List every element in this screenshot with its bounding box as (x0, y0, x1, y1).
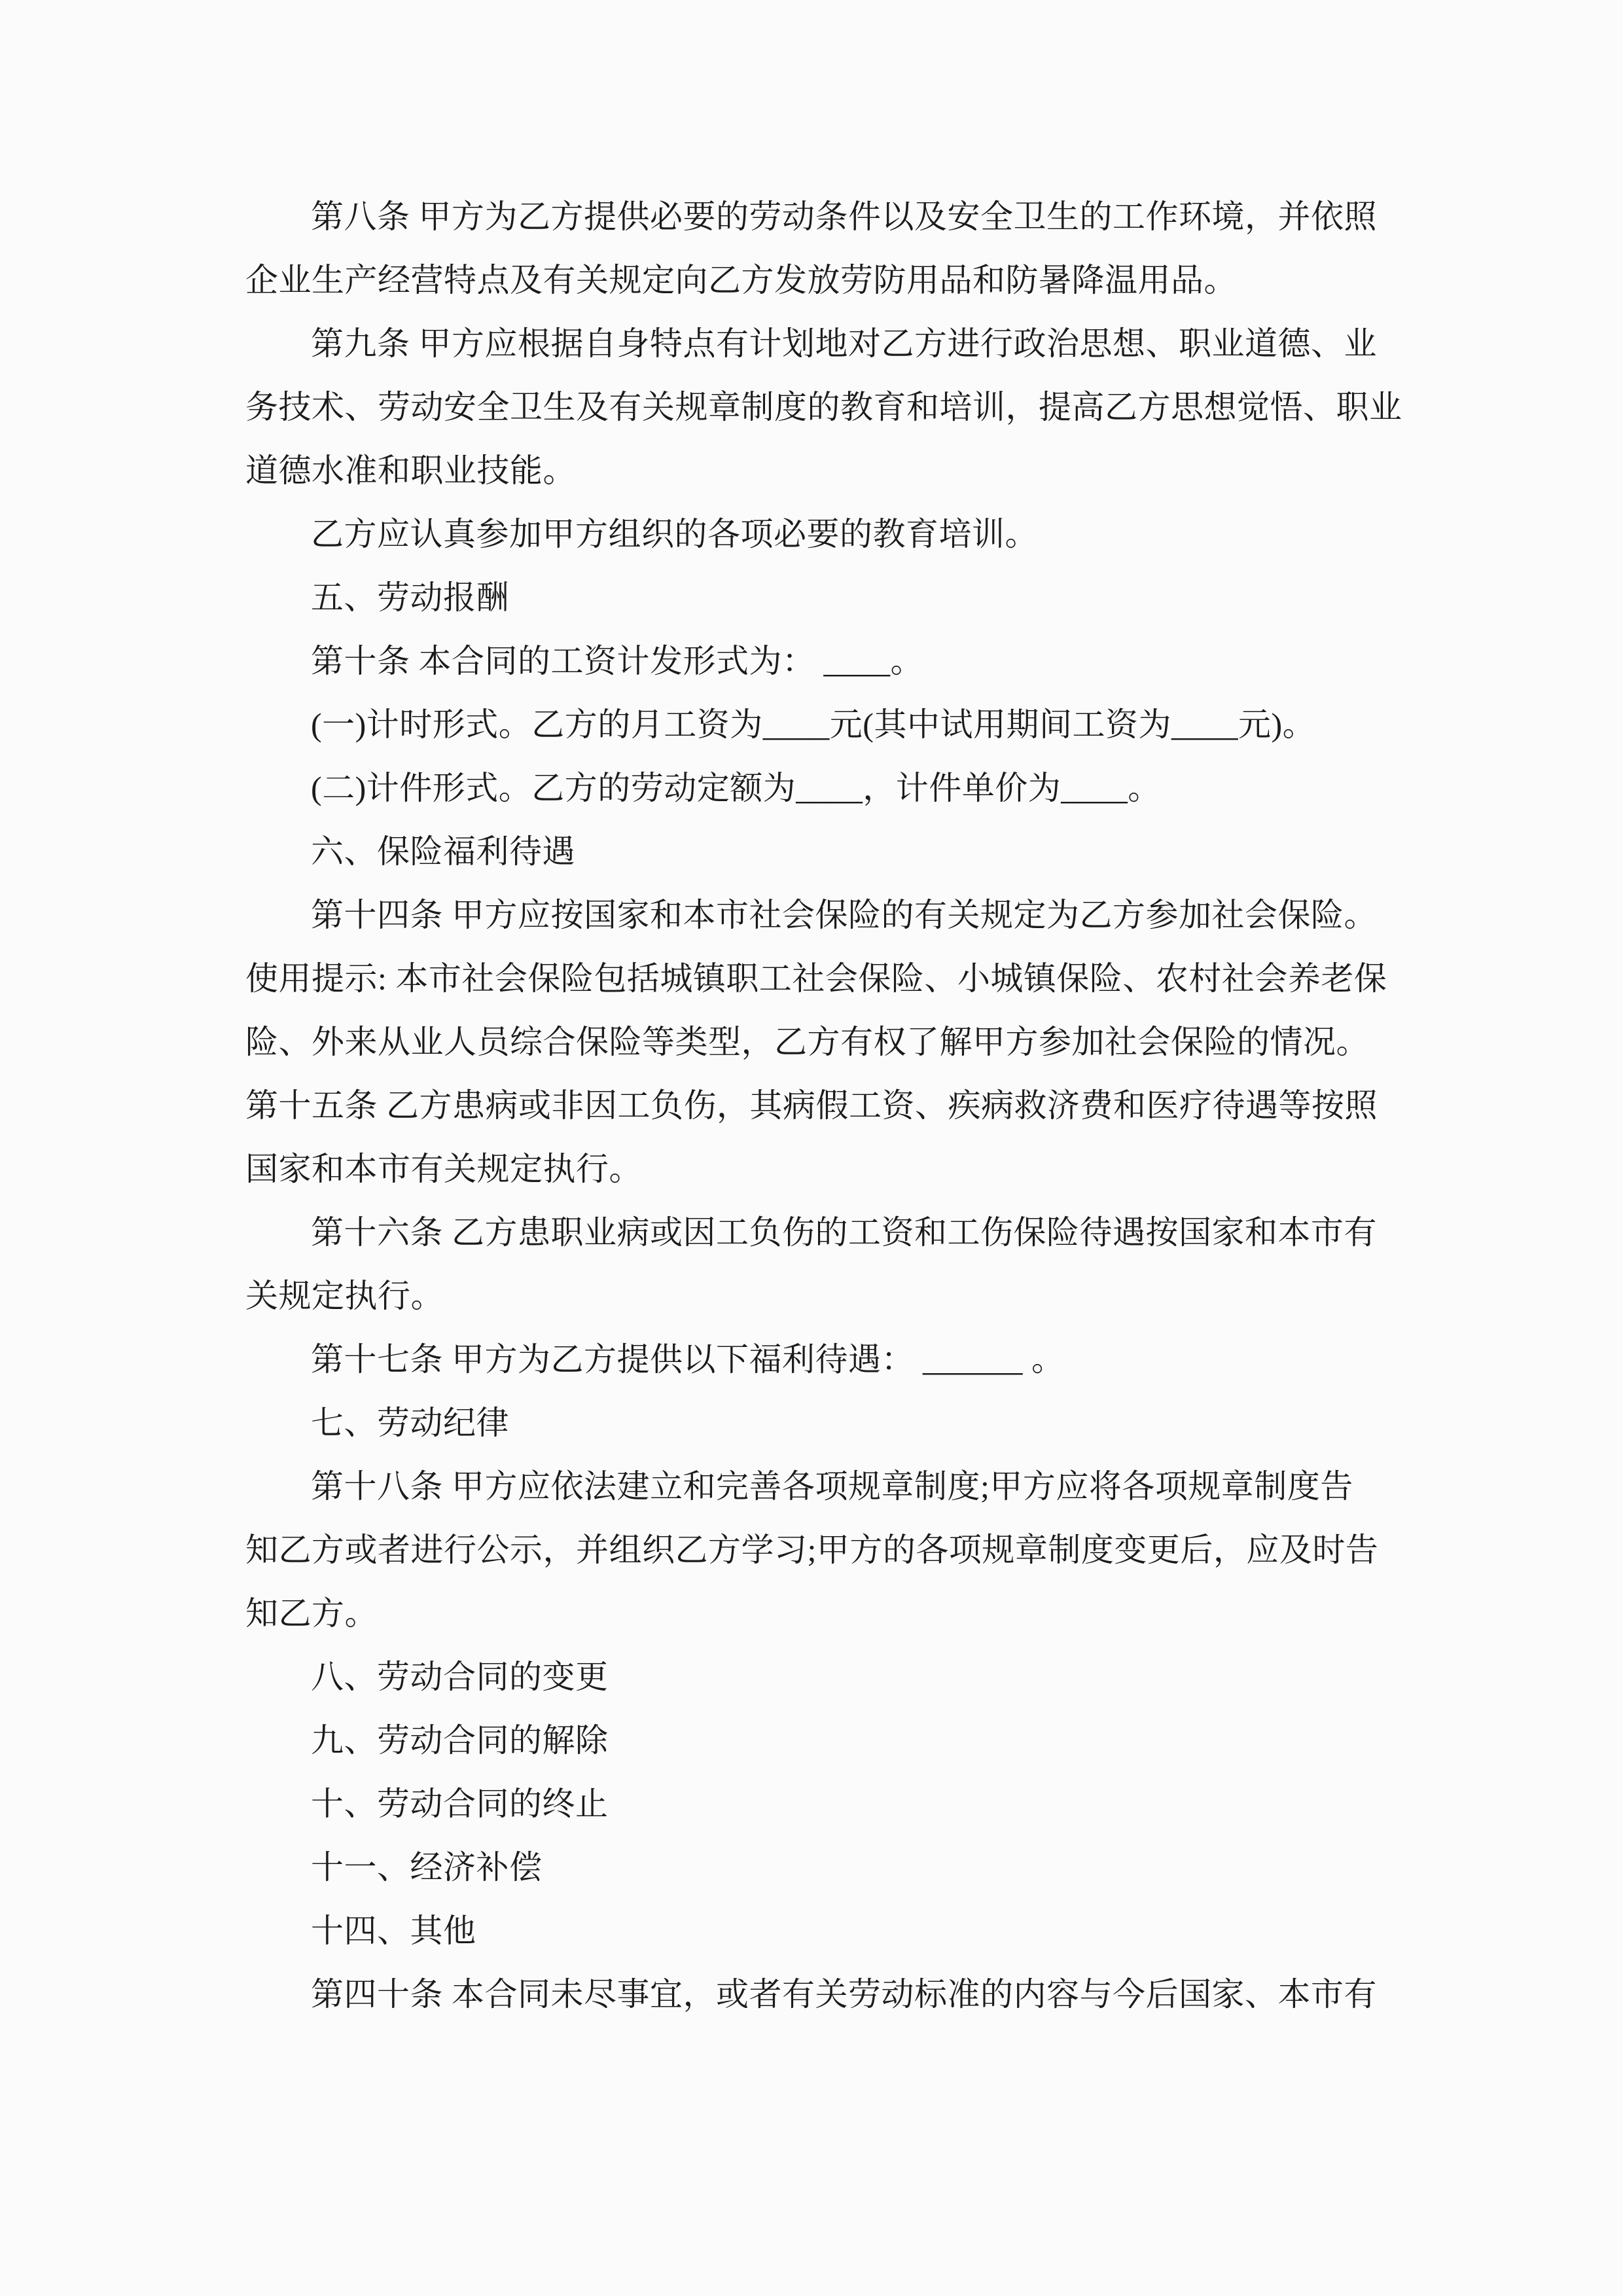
contract-line-22: 知乙方或者进行公示，并组织乙方学习;甲方的各项规章制度变更后，应及时告 (245, 1532, 1379, 1568)
contract-line-25: 九、劳动合同的解除 (311, 1722, 609, 1759)
contract-line-8: 第十条 本合同的工资计发形式为： ____。 (311, 643, 923, 679)
contract-line-23: 知乙方。 (245, 1595, 378, 1632)
contract-line-7: 五、劳动报酬 (311, 579, 509, 616)
contract-line-13: 使用提示: 本市社会保险包括城镇职工社会保险、小城镇保险、农村社会养老保 (245, 960, 1387, 997)
contract-line-21: 第十八条 甲方应依法建立和完善各项规章制度;甲方应将各项规章制度告 (311, 1468, 1353, 1505)
contract-line-15: 第十五条 乙方患病或非因工负伤，其病假工资、疾病救济费和医疗待遇等按照 (245, 1087, 1378, 1124)
contract-line-5: 道德水准和职业技能。 (245, 452, 576, 489)
contract-line-4: 务技术、劳动安全卫生及有关规章制度的教育和培训，提高乙方思想觉悟、职业 (245, 389, 1402, 425)
contract-line-12: 第十四条 甲方应按国家和本市社会保险的有关规定为乙方参加社会保险。 (311, 897, 1377, 933)
contract-line-3: 第九条 甲方应根据自身特点有计划地对乙方进行政治思想、职业道德、业 (311, 325, 1377, 362)
contract-line-2: 企业生产经营特点及有关规定向乙方发放劳防用品和防暑降温用品。 (245, 262, 1237, 298)
contract-line-18: 关规定执行。 (245, 1278, 444, 1314)
contract-line-28: 十四、其他 (311, 1912, 476, 1949)
contract-line-27: 十一、经济补偿 (311, 1849, 543, 1886)
contract-line-11: 六、保险福利待遇 (311, 833, 575, 870)
contract-line-26: 十、劳动合同的终止 (311, 1785, 609, 1822)
contract-line-14: 险、外来从业人员综合保险等类型，乙方有权了解甲方参加社会保险的情况。 (245, 1024, 1369, 1060)
contract-line-6: 乙方应认真参加甲方组织的各项必要的教育培训。 (311, 516, 1038, 552)
contract-line-16: 国家和本市有关规定执行。 (245, 1151, 642, 1187)
contract-line-20: 七、劳动纪律 (311, 1405, 509, 1441)
contract-line-1: 第八条 甲方为乙方提供必要的劳动条件以及安全卫生的工作环境，并依照 (311, 198, 1377, 235)
contract-line-29: 第四十条 本合同未尽事宜，或者有关劳动标准的内容与今后国家、本市有 (311, 1976, 1377, 2013)
contract-line-19: 第十七条 甲方为乙方提供以下福利待遇： ______ 。 (311, 1341, 1065, 1378)
contract-text-block (245, 185, 1402, 2026)
contract-line-9: (一)计时形式。乙方的月工资为____元(其中试用期间工资为____元)。 (311, 706, 1316, 743)
contract-line-24: 八、劳动合同的变更 (311, 1659, 609, 1695)
contract-line-10: (二)计件形式。乙方的劳动定额为____，计件单价为____。 (311, 770, 1161, 806)
contract-line-17: 第十六条 乙方患职业病或因工负伤的工资和工伤保险待遇按国家和本市有 (311, 1214, 1377, 1251)
